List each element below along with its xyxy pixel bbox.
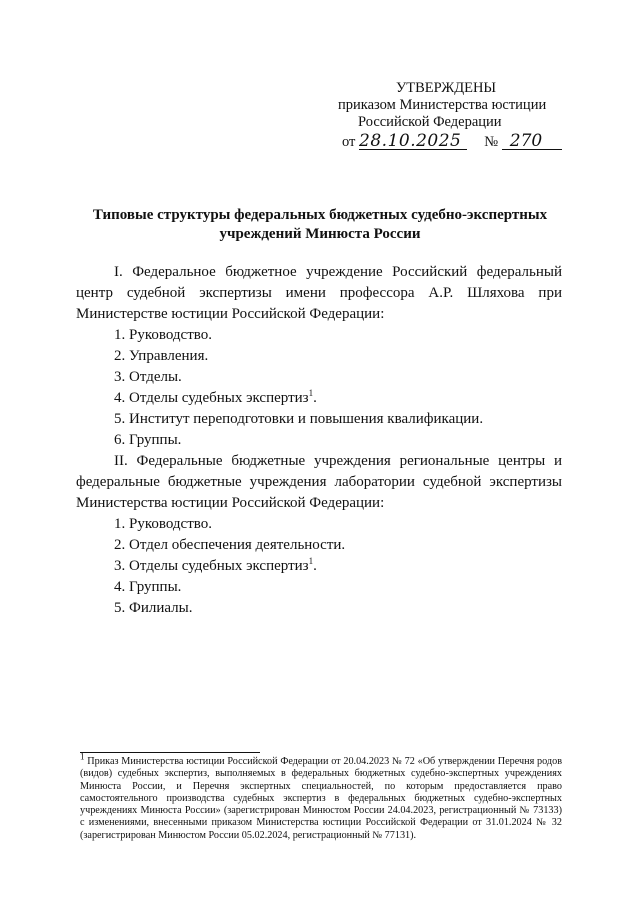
list-item-text: 1. Руководство. [114, 327, 212, 343]
list-item-text: 4. Отделы судебных экспертиз [114, 390, 309, 406]
footnote-divider [80, 752, 260, 753]
list-item [76, 325, 562, 346]
date-prefix: от [342, 134, 356, 150]
section-2-list [76, 514, 562, 619]
approval-heading: УТВЕРЖДЕНЫ [396, 80, 497, 96]
footnote-text: Приказ Министерства юстиции Российской Федерации от 20.04.2023 № 72 «Об утверждении Перечня родов (видов) судебных экспертиз, выполняемых в федеральных бюджетных судебно-экспертных учреждениях Минюста России, и Перечня экспертных специальностей, по которым предоставляется право самостоятельного производства судебных экспертиз в федеральных бюджетных судебно-экспертных учреждениях Минюста России» (зарегистрирован Минюстом России 24.04.2023, регистрационный № 73133) с изменениями, внесенными приказом Министерства юстиции Российской Федерации от 31.01.2024 № 32 (зарегистрирован Минюстом России 05.02.2024, регистрационный № 77131). [80, 756, 563, 841]
section-1-heading: I. Федеральное бюджетное учреждение Российский федеральный центр судебной экспертизы имени профессора А.Р. Шляхова при Министерстве юстиции Российской Федерации: [76, 264, 562, 322]
footnote-reference: 1 [308, 556, 314, 566]
footnote-reference: 1 [308, 388, 314, 398]
list-item-text: 4. Группы. [114, 579, 182, 595]
list-item-text: 1. Руководство. [114, 516, 212, 532]
list-item-text: 2. Отдел обеспечения деятельности. [114, 537, 346, 553]
number-prefix: № [484, 134, 499, 150]
approval-date-line [338, 133, 578, 151]
handwritten-number: 270 [502, 133, 562, 150]
list-item: 4. Отделы судебных экспертиз$^1$. [114, 388, 317, 406]
list-item [76, 346, 562, 367]
list-item-text: 3. Отделы судебных экспертиз [114, 558, 309, 574]
list-item-text: 2. Управления. [114, 348, 209, 364]
list-item [76, 409, 562, 430]
list-item [76, 577, 562, 598]
list-item [76, 514, 562, 535]
handwritten-date: 28.10.2025 [359, 133, 467, 150]
approval-federation-line: Российской Федерации [358, 114, 502, 130]
list-item-text: 6. Группы. [114, 432, 182, 448]
approval-order-line: приказом Министерства юстиции [338, 97, 547, 113]
footnote-marker: 1 [80, 751, 85, 762]
title-line-1: Типовые структуры федеральных бюджетных судебно-экспертных [92, 207, 548, 223]
section-2-heading: II. Федеральные бюджетные учреждения региональные центры и федеральные бюджетные учреждения лаборатории судебной экспертизы Министерства юстиции Российской Федерации: [76, 453, 562, 511]
list-item [76, 367, 562, 388]
list-item [76, 535, 562, 556]
list-item-text: 5. Институт переподготовки и повышения квалификации. [114, 411, 484, 427]
document-body [76, 262, 562, 619]
approval-stamp [338, 80, 578, 151]
list-item-text: 3. Отделы. [114, 369, 182, 385]
list-item [76, 430, 562, 451]
footnote [80, 751, 563, 842]
list-item [76, 598, 562, 619]
title-line-2: учреждений Минюста России [219, 226, 421, 242]
list-item: 3. Отделы судебных экспертиз$^1$. [114, 556, 317, 574]
section-1-list [76, 325, 562, 451]
document-title [80, 206, 560, 244]
list-item-text: 5. Филиалы. [114, 600, 193, 616]
